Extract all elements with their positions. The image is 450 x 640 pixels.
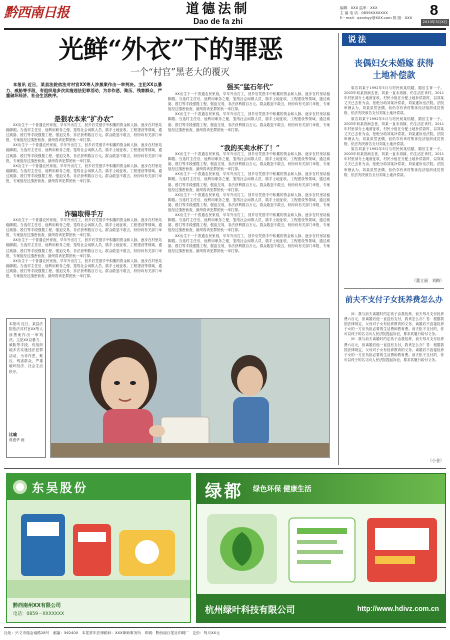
article-paragraph: XX出生于一个普通农民家庭，早年外出打工，回乡后凭借手中积累的资金和人脉，逐步在村里站稳脚跟。当选村主任后，他利用职务之便，笼络社会闲散人员，插手土地征收、工程建设等领域，通过威胁、殴打等手段强揽工程、强迫交易，非法获利数百万元。群众敢怒不敢言，纷纷向有关部门举报，专案组经过缜密侦查，最终将该犯罪团伙一举打掉。: [6, 238, 162, 258]
section-pinyin: Dao de fa zhi: [193, 17, 243, 26]
sidebar-paragraph: 问：我与前夫离婚时约定孩子由我抚养，前夫每月支付抚养费六百元，但离婚后他一直没有支付，我该怎么办？答：根据我国法律规定，父母对子女有抚养教育的义务，离婚后不直接抚养子女的一方应负担必要的生活费和教育费。前夫拒不支付的，你可以孩子的名义向人民法院提起诉讼，要求其履行给付义务。: [344, 337, 444, 362]
sidebar-paragraph: 原告刘某于1992年5月与村民何某结婚，婚后生育一子。2003年何某因病去世，刘某一直未再嫁，仍生活在该村。2011年村里部分土地被征收，村民小组在分配土地补偿款时，以刘某丈夫已去世为由，拒绝分给刘某补偿款，刘某遂诉至法院。法院审理认为，刘某虽然丧偶，但仍享有该村集体经济组织成员资格，依法判决被告支付刘某土地补偿款。: [344, 147, 444, 177]
ad2-product-art: [197, 504, 446, 594]
ad1-company: 黔西南州XX有限公司: [13, 603, 61, 609]
article-column-b: [168, 92, 330, 140]
ad2-company: 杭州绿叶科技有限公司: [205, 605, 296, 616]
ad2-url[interactable]: http://www.hdivz.com.cn: [357, 605, 439, 613]
article-photo: [50, 318, 330, 458]
article-column-a2: [6, 218, 162, 314]
sidebar-title: 说法: [348, 34, 368, 44]
ad-block-2: [196, 473, 446, 623]
sidebar-paragraph: 问：我与前夫离婚时约定孩子由我抚养，前夫每月支付抚养费六百元，但离婚后他一直没有支付，我该怎么办？答：根据我国法律规定，父母对子女有抚养教育的义务，离婚后不直接抚养子女的一方应负担必要的生活费和教育费。前夫拒不支付的，你可以孩子的名义向人民法院提起诉讼，要求其履行给付义务。: [344, 312, 444, 337]
sidebar-divider: [344, 288, 444, 289]
ad-block-1: [6, 473, 191, 623]
header-info-line: E－mail：qxnrbyy@XXX.com 排 版：XXX: [340, 16, 413, 20]
photo-illustration: [51, 319, 330, 458]
sidebar-title-bar: [342, 33, 446, 46]
caption-title: 比喻: [9, 432, 17, 437]
sidebar-story1-body: [344, 86, 444, 276]
article-paragraph: XX出生于一个普通农民家庭，早年外出打工，回乡后凭借手中积累的资金和人脉，逐步在村里站稳脚跟。当选村主任后，他利用职务之便，笼络社会闲散人员，插手土地征收、工程建设等领域，通过威胁、殴打等手段强揽工程、强迫交易，非法获利数百万元。群众敢怒不敢言，纷纷向有关部门举报，专案组经过缜密侦查，最终将该犯罪团伙一举打掉。: [168, 172, 330, 192]
section-title: 道德法制: [185, 2, 250, 17]
article-paragraph: XX出生于一个普通农民家庭，早年外出打工，回乡后凭借手中积累的资金和人脉，逐步在村里站稳脚跟。当选村主任后，他利用职务之便，笼络社会闲散人员，插手土地征收、工程建设等领域，通过威胁、殴打等手段强揽工程、强迫交易，非法获利数百万元。群众敢怒不敢言，纷纷向有关部门举报，专案组经过缜密侦查，最终将该犯罪团伙一举打掉。: [6, 258, 162, 279]
ad1-logo-icon: [13, 480, 27, 494]
header-rule: [4, 28, 446, 30]
article-deck: 一个“村官”黑老大的覆灭: [130, 68, 230, 78]
header-info: [340, 6, 420, 21]
sidebar-story1-author: （董立丽 刘梅）: [412, 278, 444, 283]
ad2-tagline: 绿色环保 健康生活: [253, 485, 312, 493]
footer-rule: [4, 627, 446, 628]
article-paragraph: XX出生于一个普通农民家庭，早年外出打工，回乡后凭借手中积累的资金和人脉，逐步在村里站稳脚跟。当选村主任后，他利用职务之便，笼络社会闲散人员，插手土地征收、工程建设等领域，通过威胁、殴打等手段强揽工程、强迫交易，非法获利数百万元。群众敢怒不敢言，纷纷向有关部门举报，专案组经过缜密侦查，最终将该犯罪团伙一举打掉。: [6, 123, 162, 143]
article-paragraph: XX出生于一个普通农民家庭，早年外出打工，回乡后凭借手中积累的资金和人脉，逐步在村里站稳脚跟。当选村主任后，他利用职务之便，笼络社会闲散人员，插手土地征收、工程建设等领域，通过威胁、殴打等手段强揽工程、强迫交易，非法获利数百万元。群众敢怒不敢言，纷纷向有关部门举报，专案组经过缜密侦查，最终将该犯罪团伙一举打掉。: [168, 213, 330, 233]
ad-separator: [4, 468, 446, 469]
page-number: 8: [429, 2, 439, 19]
article-paragraph: XX出生于一个普通农民家庭，早年外出打工，回乡后凭借手中积累的资金和人脉，逐步在村里站稳脚跟。当选村主任后，他利用职务之便，笼络社会闲散人员，插手土地征收、工程建设等领域，通过威胁、殴打等手段强揽工程、强迫交易，非法获利数百万元。群众敢怒不敢言，纷纷向有关部门举报，专案组经过缜密侦查，最终将该犯罪团伙一举打掉。: [6, 163, 162, 184]
article-caption: [6, 318, 46, 458]
ad2-brand: 绿都: [205, 481, 243, 502]
caption-author: 蒋惠华 画: [9, 438, 25, 442]
article-column-a: [6, 123, 162, 207]
ad1-product-art: [7, 500, 191, 598]
caption-text: 本报讯 近日，某县法院依法对村官XX等人涉黑案作出一审判决。主犯XX以暴力、威胁等手段，有组织地多次实施违法犯罪活动，为非作恶，欺压、残害群众，严重破坏经济、社会生活秩序。: [9, 322, 43, 374]
subheading-4: “我的买卖水杯了！”: [220, 144, 280, 152]
sidebar-paragraph: 原告刘某于1992年5月与村民何某结婚，婚后生育一子。2003年何某因病去世，刘某一直未再嫁，仍生活在该村。2011年村里部分土地被征收，村民小组在分配土地补偿款时，以刘某丈夫已去世为由，拒绝分给刘某补偿款，刘某遂诉至法院。法院审理认为，刘某虽然丧偶，但仍享有该村集体经济组织成员资格，依法判决被告支付刘某土地补偿款。: [344, 116, 444, 147]
header-info-line: 主 编 电 话：0859XXXXXXX: [340, 11, 388, 15]
article-column-b2: [168, 152, 330, 314]
issue-date: 2013年3月X日: [422, 20, 448, 24]
section-banner: [153, 3, 283, 27]
article-paragraph: XX出生于一个普通农民家庭，早年外出打工，回乡后凭借手中积累的资金和人脉，逐步在村里站稳脚跟。当选村主任后，他利用职务之便，笼络社会闲散人员，插手土地征收、工程建设等领域，通过威胁、殴打等手段强揽工程、强迫交易，非法获利数百万元。群众敢怒不敢言，纷纷向有关部门举报，专案组经过缜密侦查，最终将该犯罪团伙一举打掉。: [6, 218, 162, 238]
ad1-header: [7, 474, 190, 500]
footer-text: 社址：兴义市瑞金南路28号 邮编：562400 本报常年法律顾问：XXX律师事务所 印刷：黔西南日报社印刷厂 定价：每月XX元: [4, 631, 220, 635]
ad1-phone: 电话：0859－XXXXXXX: [13, 612, 65, 617]
article-paragraph: XX出生于一个普通农民家庭，早年外出打工，回乡后凭借手中积累的资金和人脉，逐步在村里站稳脚跟。当选村主任后，他利用职务之便，笼络社会闲散人员，插手土地征收、工程建设等领域，通过威胁、殴打等手段强揽工程、强迫交易，非法获利数百万元。群众敢怒不敢言，纷纷向有关部门举报，专案组经过缜密侦查，最终将该犯罪团伙一举打掉。: [168, 233, 330, 253]
article-paragraph: XX出生于一个普通农民家庭，早年外出打工，回乡后凭借手中积累的资金和人脉，逐步在村里站稳脚跟。当选村主任后，他利用职务之便，笼络社会闲散人员，插手土地征收、工程建设等领域，通过威胁、殴打等手段强揽工程、强迫交易，非法获利数百万元。群众敢怒不敢言，纷纷向有关部门举报，专案组经过缜密侦查，最终将该犯罪团伙一举打掉。: [168, 152, 330, 172]
masthead-logo: 黔西南日报: [4, 5, 69, 21]
sidebar-story1-title: 丧偶妇女未婚嫁 获得土地补偿款: [354, 59, 434, 81]
article-intro: 本报讯 近日，某县法院依法对村官XX等人涉黑案作出一审判决。主犯XX以暴力、威胁等手段，有组织地多次实施违法犯罪活动，为非作恶，欺压、残害群众，严重破坏经济、社会生活秩序。: [6, 82, 162, 99]
subheading-2: 诈骗取得手万: [64, 210, 104, 218]
sidebar-paragraph: 原告刘某于1992年5月与村民何某结婚，婚后生育一子。2003年何某因病去世，刘某一直未再嫁，仍生活在该村。2011年村里部分土地被征收，村民小组在分配土地补偿款时，以刘某丈夫已去世为由，拒绝分给刘某补偿款，刘某遂诉至法院。法院审理认为，刘某虽然丧偶，但仍享有该村集体经济组织成员资格，依法判决被告支付刘某土地补偿款。: [344, 86, 444, 116]
ad2-footer-bar: [197, 594, 446, 623]
sidebar-story2-body: [344, 312, 444, 458]
ad2-header: [197, 474, 445, 504]
subheading-1: 是狠农本来“扩办农”: [54, 115, 114, 123]
header-info-line: 编辑：XXX 监审：XXX: [340, 6, 378, 10]
article-headline: 光鲜“外衣”下的罪恶: [58, 35, 283, 64]
article-paragraph: XX出生于一个普通农民家庭，早年外出打工，回乡后凭借手中积累的资金和人脉，逐步在村里站稳脚跟。当选村主任后，他利用职务之便，笼络社会闲散人员，插手土地征收、工程建设等领域，通过威胁、殴打等手段强揽工程、强迫交易，非法获利数百万元。群众敢怒不敢言，纷纷向有关部门举报，专案组经过缜密侦查，最终将该犯罪团伙一举打掉。: [168, 112, 330, 132]
sidebar-story2-author: （小金）: [428, 458, 444, 463]
masthead: [4, 3, 94, 23]
sidebar-story2-title: 前夫不支付子女抚养费怎么办: [345, 295, 443, 304]
ad1-brand: 东吴股份: [32, 480, 89, 495]
article-paragraph: XX出生于一个普通农民家庭，早年外出打工，回乡后凭借手中积累的资金和人脉，逐步在村里站稳脚跟。当选村主任后，他利用职务之便，笼络社会闲散人员，插手土地征收、工程建设等领域，通过威胁、殴打等手段强揽工程、强迫交易，非法获利数百万元。群众敢怒不敢言，纷纷向有关部门举报，专案组经过缜密侦查，最终将该犯罪团伙一举打掉。: [6, 143, 162, 163]
article-paragraph: XX出生于一个普通农民家庭，早年外出打工，回乡后凭借手中积累的资金和人脉，逐步在村里站稳脚跟。当选村主任后，他利用职务之便，笼络社会闲散人员，插手土地征收、工程建设等领域，通过威胁、殴打等手段强揽工程、强迫交易，非法获利数百万元。群众敢怒不敢言，纷纷向有关部门举报，专案组经过缜密侦查，最终将该犯罪团伙一举打掉。: [168, 92, 330, 112]
subheading-3: 强买“猛石年代”: [226, 83, 274, 91]
article-paragraph: XX出生于一个普通农民家庭，早年外出打工，回乡后凭借手中积累的资金和人脉，逐步在村里站稳脚跟。当选村主任后，他利用职务之便，笼络社会闲散人员，插手土地征收、工程建设等领域，通过威胁、殴打等手段强揽工程、强迫交易，非法获利数百万元。群众敢怒不敢言，纷纷向有关部门举报，专案组经过缜密侦查，最终将该犯罪团伙一举打掉。: [168, 192, 330, 213]
